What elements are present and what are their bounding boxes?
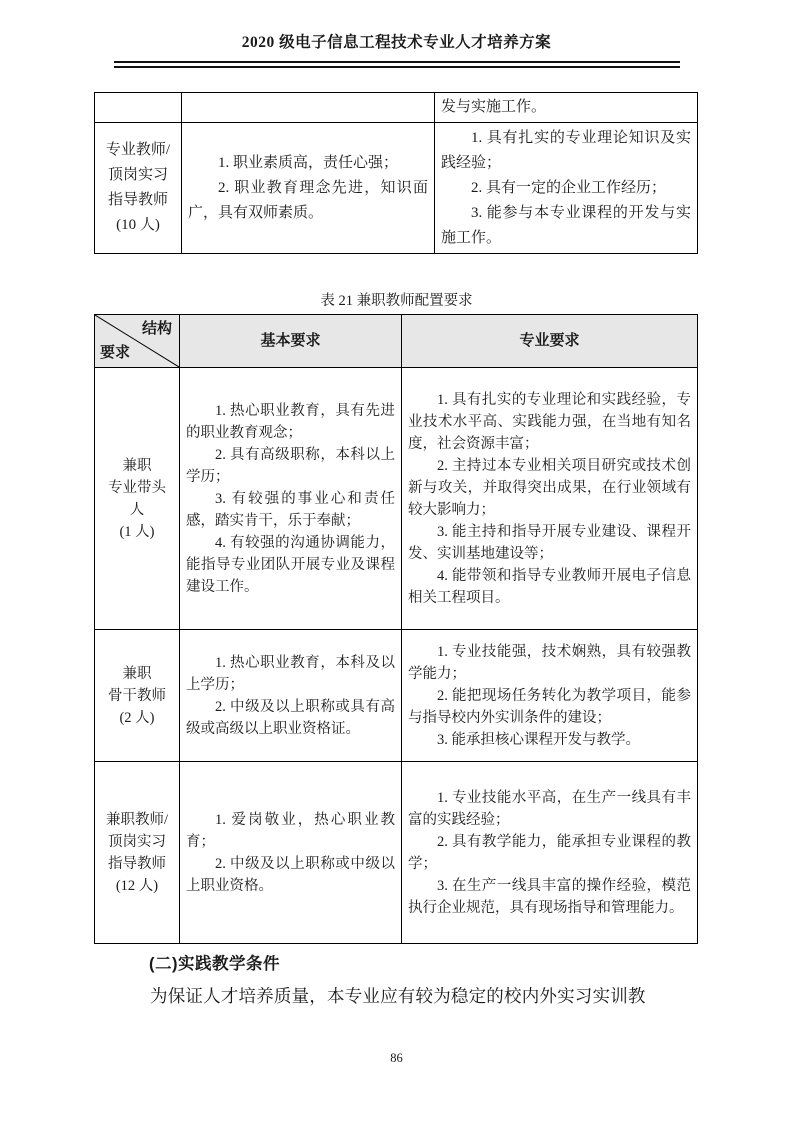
table-cell-professional	[402, 762, 697, 943]
table-cell-professional	[402, 368, 697, 630]
page-number: 86	[390, 1051, 403, 1065]
table-cell-empty	[95, 93, 182, 123]
requirement-item: 1. 热心职业教育，本科及以上学历；	[186, 654, 395, 693]
requirement-item: 2. 中级及以上职称或具有高级或高级以上职业资格证。	[186, 698, 395, 737]
requirement-item: 3. 能参与本专业课程的开发与实施工作。	[441, 204, 691, 246]
requirement-item: 3. 在生产一线具丰富的操作经验，模范执行企业规范，具有现场指导和管理能力。	[408, 877, 691, 916]
requirement-item: 2. 具有一定的企业工作经历；	[471, 179, 667, 196]
requirement-item: 1. 职业素质高，责任心强；	[218, 154, 399, 171]
requirement-item: 4. 能带领和指导专业教师开展电子信息相关工程项目。	[408, 567, 691, 606]
table-cell-role	[95, 762, 180, 943]
role-line: (10 人)	[116, 217, 160, 233]
teacher-table-continued	[94, 92, 698, 254]
section-paragraph: 为保证人才培养质量，本专业应有较为稳定的校内外实习实训教	[150, 986, 646, 1006]
table-cell-empty	[182, 93, 435, 123]
table-cell-role	[95, 123, 182, 253]
requirement-item: 3. 能承担核心课程开发与教学。	[437, 731, 640, 748]
table-cell-role	[95, 368, 180, 630]
requirement-item: 2. 能把现场任务转化为教学项目，能参与指导校内外实训条件的建设；	[408, 687, 691, 726]
table-cell-basic	[180, 762, 402, 943]
role-line: 兼职	[122, 665, 152, 682]
role-line: (2 人)	[119, 709, 155, 726]
requirement-item: 2. 具有教学能力，能承担专业课程的教学；	[408, 833, 691, 872]
table-cell-basic	[180, 368, 402, 630]
role-line: 专业带头	[108, 479, 166, 496]
requirement-item: 1. 爱岗敬业，热心职业教育；	[186, 811, 395, 850]
table21-caption: 表 21 兼职教师配置要求	[320, 293, 473, 309]
section-heading-practice-teaching-conditions: (二)实践教学条件	[149, 955, 280, 973]
role-line: 顶岗实习	[108, 833, 166, 850]
requirement-item: 1. 具有扎实的专业理论和实践经验，专业技术水平高、实践能力强，在当地有知名度，社会资源丰富；	[408, 391, 691, 452]
column-header-professional: 专业要求	[402, 315, 697, 368]
table-cell-professional	[435, 123, 697, 253]
role-line: 指导教师	[107, 192, 168, 208]
requirement-item: 3. 能主持和指导开展专业建设、课程开发、实训基地建设等；	[408, 523, 691, 562]
header-double-rule	[114, 61, 680, 68]
role-line: 顶岗实习	[107, 167, 168, 183]
corner-label-requirement: 要求	[100, 345, 131, 361]
role-line: 兼职教师/	[105, 811, 169, 828]
carryover-text: 发与实施工作。	[441, 99, 547, 115]
role-line: 专业教师/	[105, 142, 171, 158]
role-line: 指导教师	[108, 855, 166, 872]
table21-part-time-teacher-requirements	[94, 314, 698, 944]
table21-corner-header-cell	[95, 315, 180, 368]
requirement-item: 1. 专业技能水平高，在生产一线具有丰富的实践经验；	[408, 789, 691, 828]
requirement-item: 1. 热心职业教育，具有先进的职业教育观念；	[186, 402, 395, 441]
role-line: (12 人)	[115, 877, 159, 894]
requirement-item: 4. 有较强的沟通协调能力，能指导专业团队开展专业及课程建设工作。	[186, 534, 395, 595]
role-line: 兼职	[122, 457, 152, 474]
requirement-item: 1. 具有扎实的专业理论知识及实践经验；	[441, 129, 691, 171]
column-header-basic: 基本要求	[180, 315, 402, 368]
requirement-item: 2. 主持过本专业相关项目研究或技术创新与攻关，并取得突出成果，在行业领域有较大影响力；	[408, 457, 691, 518]
role-line: (1 人)	[119, 523, 155, 540]
requirement-item: 2. 中级及以上职称或中级以上职业资格。	[186, 855, 395, 894]
requirement-item: 1. 专业技能强，技术娴熟，具有较强教学能力；	[408, 643, 691, 682]
role-line: 骨干教师	[108, 687, 166, 704]
table-cell-professional	[402, 630, 697, 762]
table-cell-basic	[182, 123, 435, 253]
requirement-item: 3. 有较强的事业心和责任感，踏实肯干，乐于奉献；	[186, 490, 395, 529]
requirement-item: 2. 具有高级职称，本科以上学历；	[186, 446, 395, 485]
table-cell-professional-carryover	[435, 93, 697, 123]
table-cell-role	[95, 630, 180, 762]
corner-label-structure: 结构	[141, 321, 172, 337]
requirement-item: 2. 职业教育理念先进，知识面广，具有双师素质。	[188, 179, 428, 221]
role-line: 人	[129, 501, 145, 518]
page-header-title: 2020 级电子信息工程技术专业人才培养方案	[241, 34, 552, 51]
table-cell-basic	[180, 630, 402, 762]
